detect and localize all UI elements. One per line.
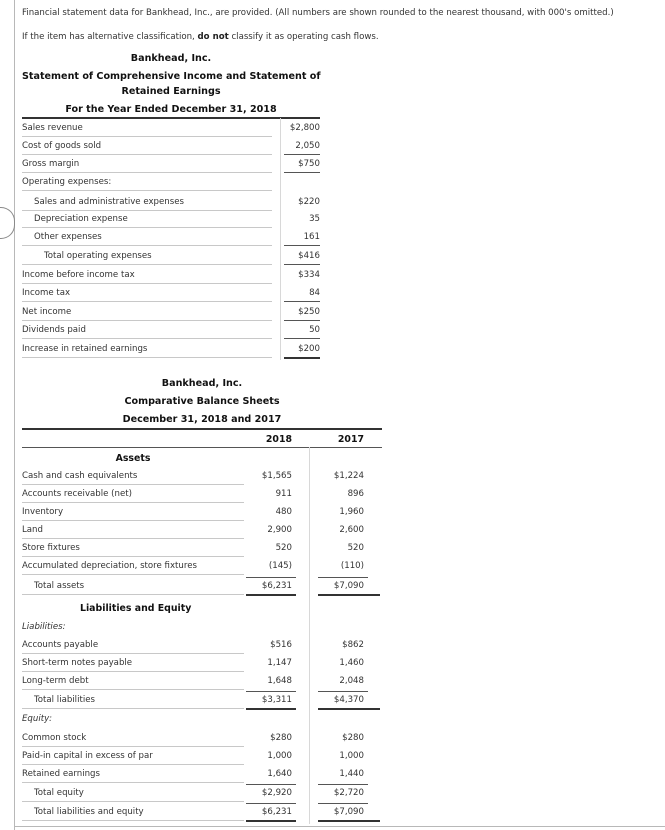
income-value-rule [284,172,320,173]
equity-row-rule [22,820,244,821]
equity-row-label: Retained earnings [22,769,100,779]
income-period: For the Year Ended December 31, 2018 [65,104,277,115]
income-title-line-1: Statement of Comprehensive Income and Statement of [22,71,321,82]
equity-row-value-2017: $7,090 [333,807,364,817]
assets-subtotal-rule-2018 [246,577,296,578]
assets-row-value-2017: 1,960 [339,507,364,517]
equity-row-value-2017: $280 [342,733,364,743]
assets-total-rule-2018 [246,594,296,596]
assets-row-value-2018: $6,231 [261,581,292,591]
income-row-rule [22,357,272,358]
equity-subtotal-rule-2017 [318,784,368,785]
assets-row-rule [22,594,244,595]
assets-row-label: Accumulated depreciation, store fixtures [22,561,197,571]
liabilities-equity-header: Liabilities and Equity [80,603,192,614]
income-company-name: Bankhead, Inc. [130,53,212,64]
income-row-label: Dividends paid [22,325,86,335]
income-row-value: $220 [298,197,320,207]
equity-row-rule [22,764,244,765]
assets-row-value-2018: $1,565 [261,471,292,481]
assets-row-rule [22,502,244,503]
equity-label: Equity: [22,714,53,724]
balance-column-header-rule [22,447,382,448]
equity-row-rule [22,746,244,747]
income-row-rule [22,227,272,228]
assets-row-label: Inventory [22,507,64,517]
income-row-value: 35 [309,214,320,224]
income-row-value: $2,800 [289,123,320,133]
equity-row-label: Common stock [22,733,87,743]
assets-row-value-2018: 520 [275,543,292,553]
income-value-rule [284,154,320,155]
column-header-2017: 2017 [337,434,364,445]
equity-subtotal-rule-2017 [318,803,368,804]
liabilities-row-value-2018: 1,648 [267,676,292,686]
liabilities-row-value-2018: $3,311 [261,695,292,705]
income-row-label: Sales revenue [22,123,83,133]
income-row-label: Cost of goods sold [22,141,102,151]
assets-row-value-2018: 911 [275,489,292,499]
equity-row-label: Paid-in capital in excess of par [22,751,153,761]
assets-row-rule [22,574,244,575]
assets-row-rule [22,520,244,521]
assets-row-rule [22,556,244,557]
assets-row-label: Total assets [34,581,85,591]
liabilities-subtotal-rule-2017 [318,691,368,692]
liabilities-row-rule [22,671,244,672]
income-row-value: 84 [309,288,320,298]
income-row-value: $750 [298,159,320,169]
liabilities-row-rule [22,689,244,690]
intro-line-1: Financial statement data for Bankhead, Inc., are provided. (All numbers are shown rounded to the nearest thousand, with 000's omitted.) [22,8,614,18]
income-row-label: Income before income tax [22,270,135,280]
assets-total-rule-2017 [318,594,380,596]
income-row-rule [22,154,272,155]
income-row-label: Income tax [22,288,71,298]
liabilities-row-label: Long-term debt [22,676,89,686]
equity-total-rule-2018 [246,820,296,822]
income-value-rule [284,357,320,359]
equity-subtotal-rule-2018 [246,803,296,804]
income-row-value: $334 [298,270,320,280]
assets-row-value-2018: 2,900 [267,525,292,535]
income-row-rule [22,210,272,211]
income-row-value: 2,050 [295,141,320,151]
balance-column-divider [309,447,310,824]
income-row-rule [22,338,272,339]
income-row-label: Net income [22,307,72,317]
assets-row-value-2017: 896 [347,489,364,499]
liabilities-row-value-2017: 2,048 [339,676,364,686]
assets-row-value-2017: $1,224 [333,471,364,481]
income-row-rule [22,172,272,173]
liabilities-row-rule [22,653,244,654]
income-row-label: Depreciation expense [34,214,128,224]
income-row-rule [22,245,272,246]
equity-row-value-2017: $2,720 [333,788,364,798]
equity-row-value-2018: 1,000 [267,751,292,761]
liabilities-row-value-2017: $862 [342,640,364,650]
income-header-rule [22,117,320,119]
income-row-value: $416 [298,251,320,261]
income-row-rule [22,283,272,284]
equity-row-rule [22,782,244,783]
income-value-rule [284,245,320,246]
equity-row-value-2017: 1,000 [339,751,364,761]
equity-row-label: Total equity [34,788,84,798]
assets-row-value-2017: 2,600 [339,525,364,535]
equity-row-value-2017: 1,440 [339,769,364,779]
income-row-rule [22,320,272,321]
income-row-rule [22,264,272,265]
income-title-line-2: Retained Earnings [121,86,221,97]
income-row-rule [22,301,272,302]
liabilities-label: Liabilities: [22,622,66,632]
income-row-rule [22,136,272,137]
equity-row-label: Total liabilities and equity [34,807,144,817]
assets-row-value-2018: (145) [268,561,292,571]
assets-subtotal-rule-2017 [318,577,368,578]
page-left-border [14,0,15,830]
assets-row-label: Store fixtures [22,543,80,553]
liabilities-row-label: Short-term notes payable [22,658,133,668]
liabilities-row-value-2018: $516 [270,640,292,650]
liabilities-row-label: Accounts payable [22,640,99,650]
assets-row-label: Cash and cash equivalents [22,471,138,481]
balance-top-rule [22,428,382,430]
income-row-rule [22,190,272,191]
income-value-rule [284,320,320,321]
equity-subtotal-rule-2018 [246,784,296,785]
liabilities-total-rule-2017 [318,708,380,710]
assets-row-value-2017: $7,090 [333,581,364,591]
liabilities-row-value-2017: $4,370 [333,695,364,705]
income-row-label: Other expenses [34,232,102,242]
income-value-rule [284,301,320,302]
balance-title: Comparative Balance Sheets [124,396,280,407]
side-nav-tab[interactable] [0,207,15,239]
equity-row-value-2018: 1,640 [267,769,292,779]
liabilities-row-rule [22,708,244,709]
income-row-label: Increase in retained earnings [22,344,148,354]
income-row-value: $250 [298,307,320,317]
income-value-rule [284,338,320,339]
assets-row-label: Land [22,525,43,535]
liabilities-row-value-2018: 1,147 [267,658,292,668]
equity-row-value-2018: $2,920 [261,788,292,798]
assets-row-rule [22,484,244,485]
liabilities-row-label: Total liabilities [34,695,95,705]
assets-row-rule [22,538,244,539]
equity-row-value-2018: $280 [270,733,292,743]
income-row-value: $200 [298,344,320,354]
income-row-label: Operating expenses: [22,177,112,187]
balance-period: December 31, 2018 and 2017 [122,414,282,425]
column-header-2018: 2018 [265,434,292,445]
income-row-value: 50 [309,325,320,335]
assets-row-value-2017: (110) [340,561,364,571]
assets-row-label: Accounts receivable (net) [22,489,132,499]
income-row-label: Sales and administrative expenses [34,197,184,207]
equity-row-rule [22,801,244,802]
balance-company-name: Bankhead, Inc. [161,378,243,389]
equity-total-rule-2017 [318,820,380,822]
income-row-label: Gross margin [22,159,80,169]
income-row-value: 161 [303,232,320,242]
income-value-rule [284,264,320,265]
income-row-label: Total operating expenses [44,251,152,261]
liabilities-row-value-2017: 1,460 [339,658,364,668]
liabilities-subtotal-rule-2018 [246,691,296,692]
equity-row-value-2018: $6,231 [261,807,292,817]
income-column-divider [280,118,281,360]
intro-line-2: If the item has alternative classification, do not classify it as operating cash flows. [22,32,379,42]
assets-header: Assets [115,453,151,464]
page-bottom-border [14,826,665,827]
assets-row-value-2018: 480 [275,507,292,517]
liabilities-total-rule-2018 [246,708,296,710]
assets-row-value-2017: 520 [347,543,364,553]
